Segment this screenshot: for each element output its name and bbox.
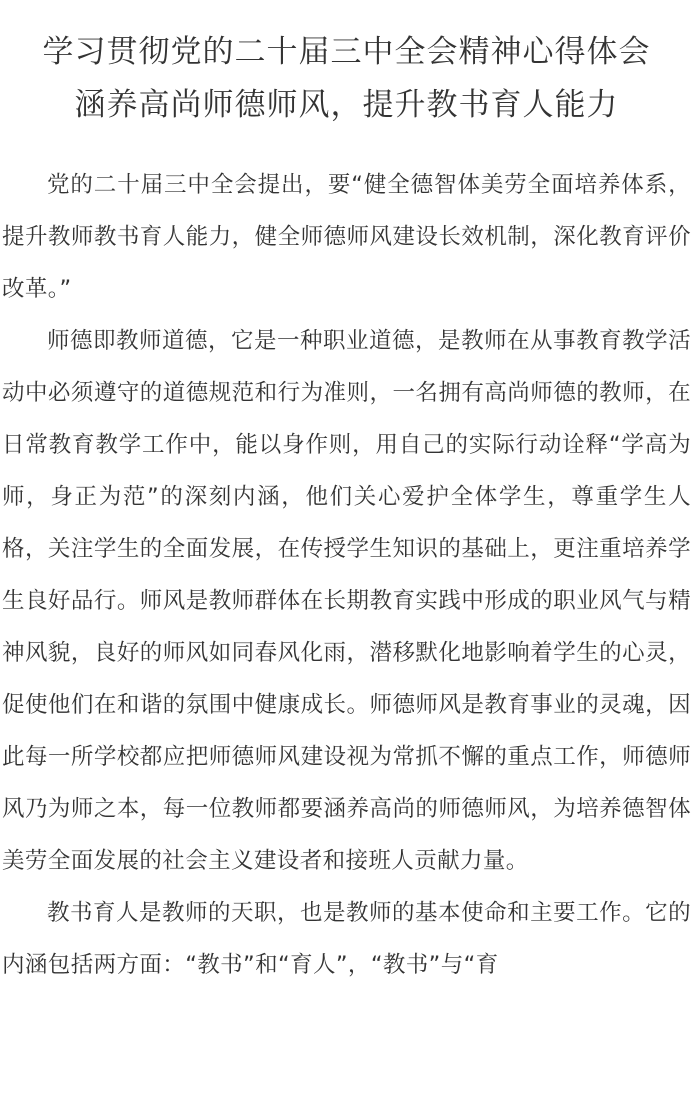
paragraph: 师德即教师道德，它是一种职业道德，是教师在从事教育教学活动中必须遵守的道德规范和行为准则，一名拥有高尚师德的教师，在日常教育教学工作中，能以身作则，用自己的实际行动诠释“学高为师，身正为范”的深刻内涵，他们关心爱护全体学生，尊重学生人格，关注学生的全面发展，在传授学生知识的基础上，更注重培养学生良好品行。师风是教师群体在长期教育实践中形成的职业风气与精神风貌，良好的师风如同春风化雨，潜移默化地影响着学生的心灵，促使他们在和谐的氛围中健康成长。师德师风是教育事业的灵魂，因此每一所学校都应把师德师风建设视为常抓不懈的重点工作，师德师风乃为师之本，每一位教师都要涵养高尚的师德师风，为培养德智体美劳全面发展的社会主义建设者和接班人贡献力量。 — [2, 328, 691, 874]
article-body — [2, 159, 691, 991]
title-line-2: 涵养高尚师德师风，提升教书育人能力 — [74, 87, 619, 123]
paragraph: 教书育人是教师的天职，也是教师的基本使命和主要工作。它的内涵包括两方面：“教书”和“育人”，“教书”与“育 — [2, 900, 691, 978]
article-title — [2, 0, 691, 132]
paragraph: 党的二十届三中全会提出，要“健全德智体美劳全面培养体系，提升教师教书育人能力，健全师德师风建设长效机制，深化教育评价改革。” — [2, 172, 691, 302]
title-line-1: 学习贯彻党的二十届三中全会精神心得体会 — [42, 34, 651, 70]
